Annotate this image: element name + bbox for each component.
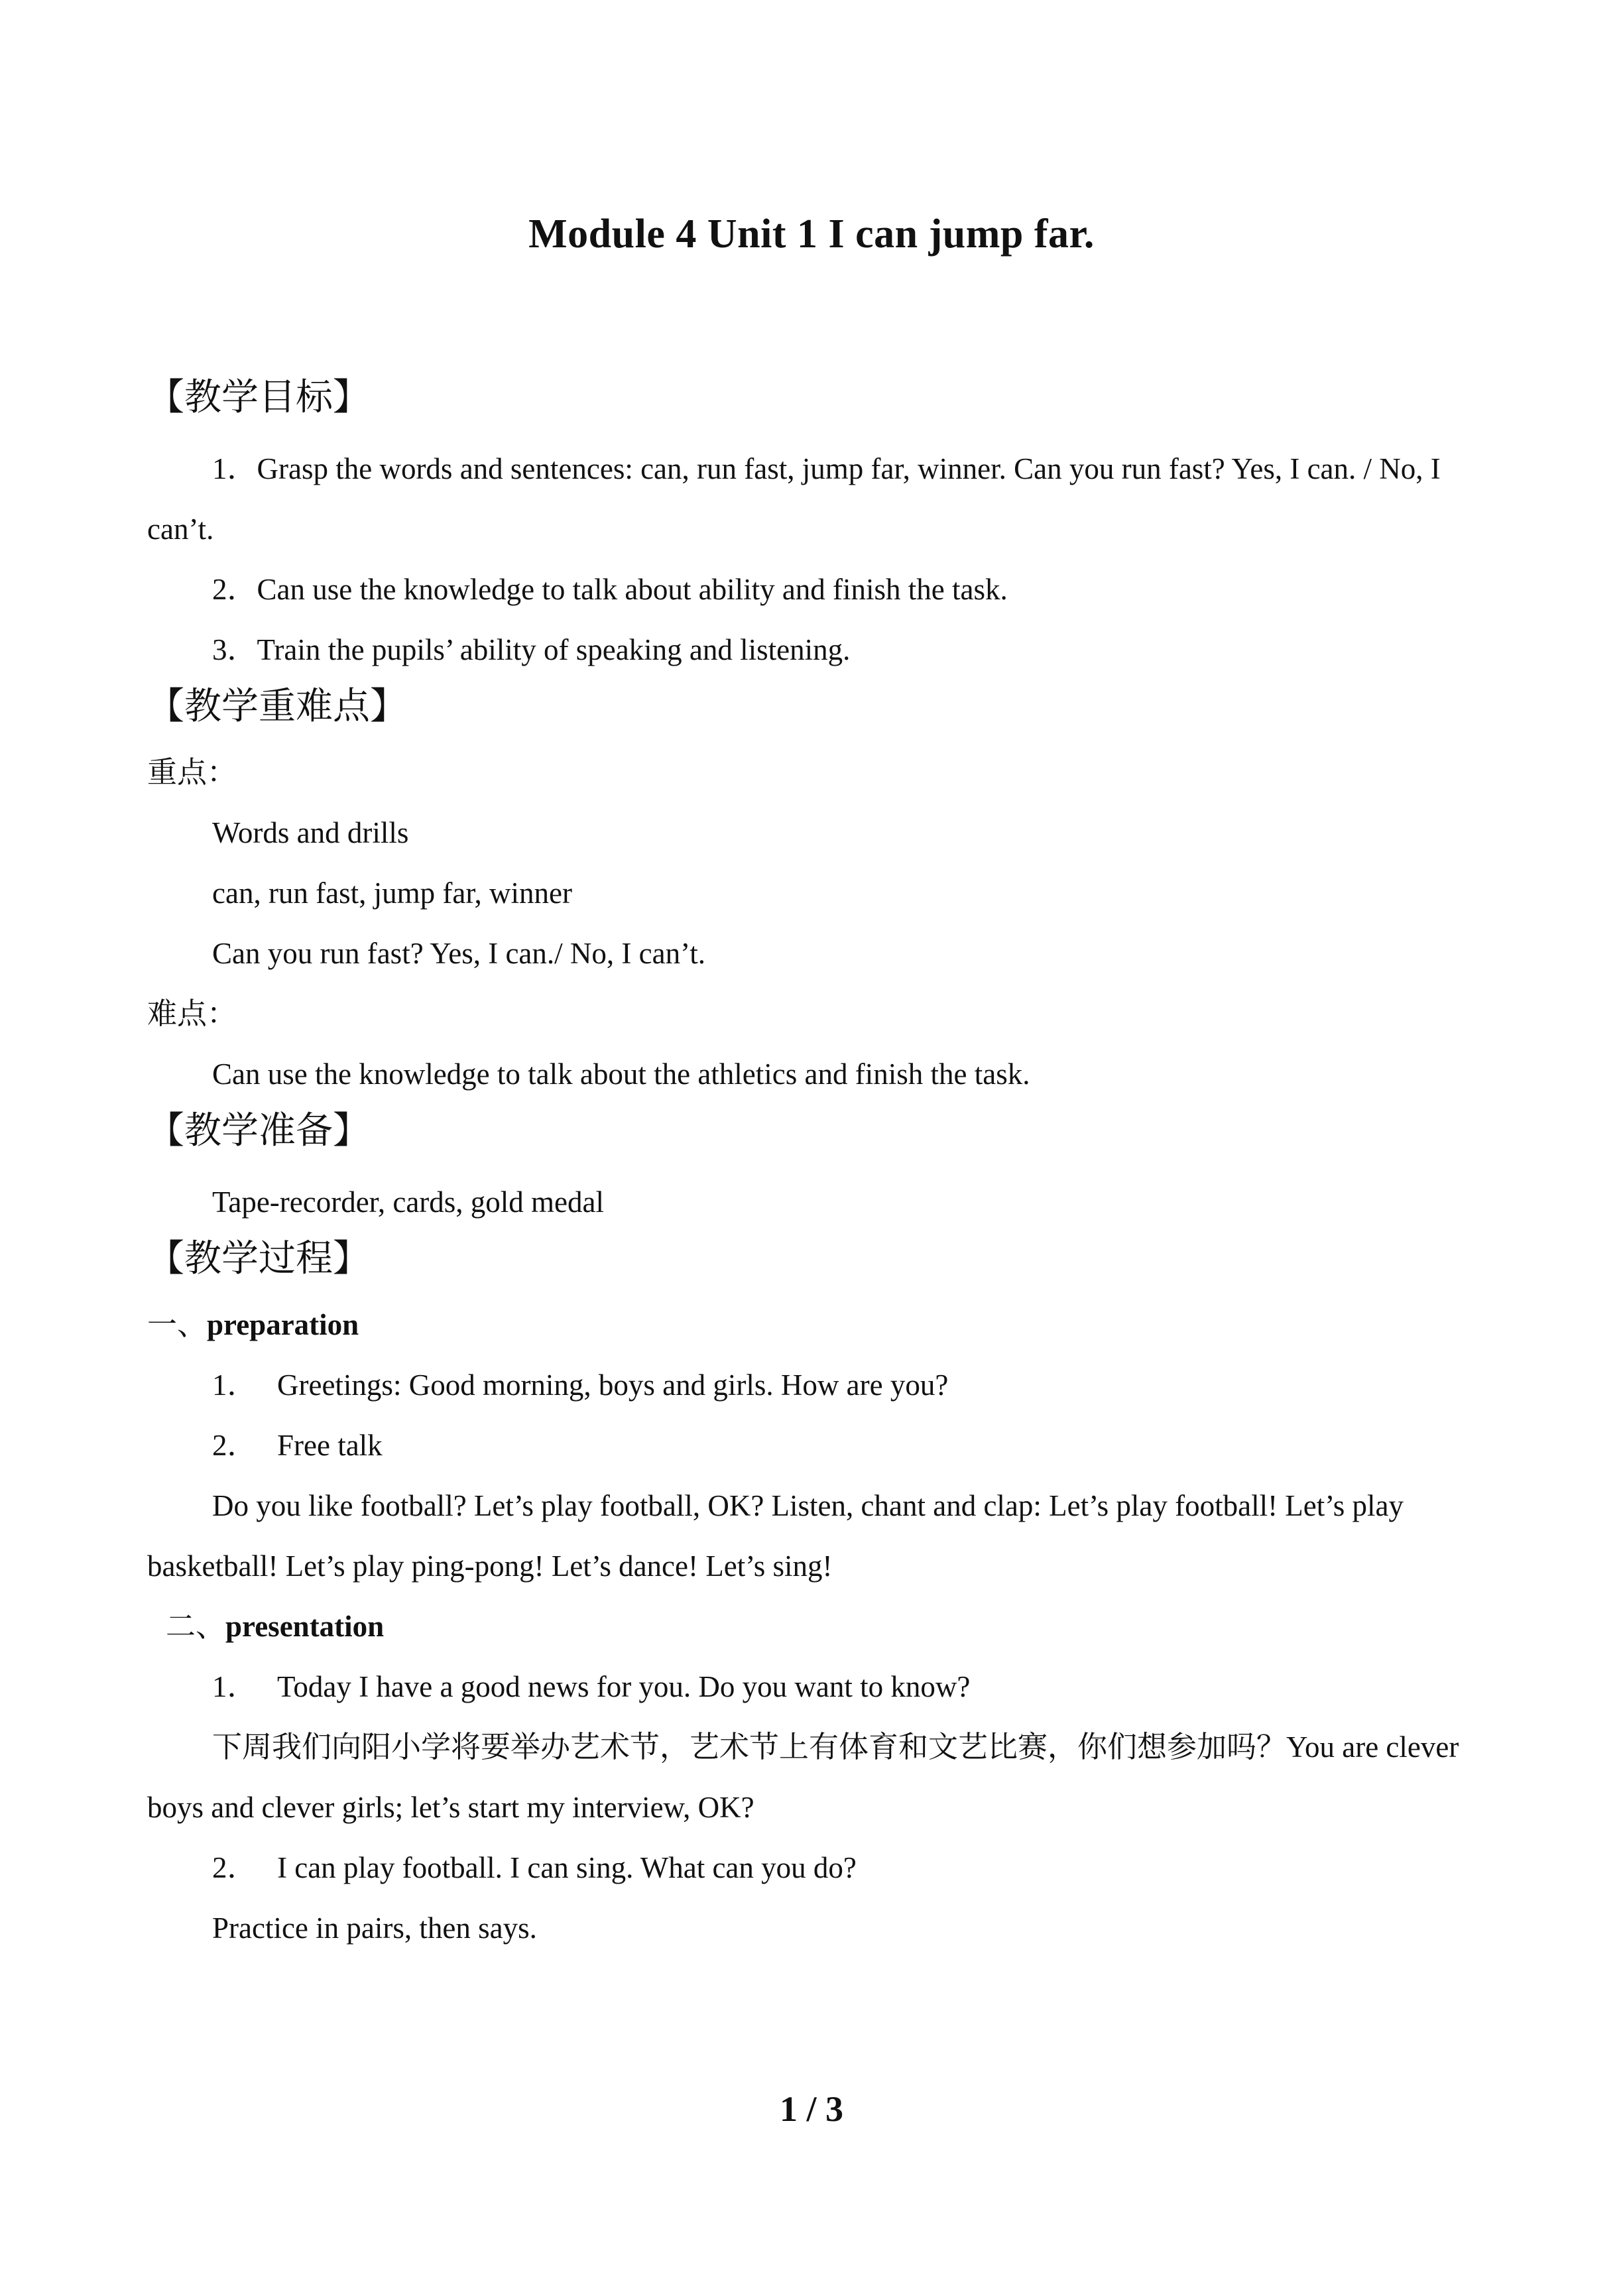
difficult-points-label: 难点： xyxy=(147,997,237,1030)
objective-item: 1．Grasp the words and sentences: can, run fast, jump far, winner. Can you run fast? Yes, I can. / No, I can’t. xyxy=(147,452,1441,546)
process-step xyxy=(147,1355,1480,1416)
section-objectives xyxy=(147,371,1480,680)
step-text: Today I have a good news for you. Do you want to know? xyxy=(277,1670,971,1703)
part-prefix: 一、 xyxy=(147,1308,208,1341)
step-number: 1． xyxy=(212,1670,257,1703)
process-step xyxy=(147,1416,1480,1476)
difficult-point-line: Can use the knowledge to talk about the athletics and finish the task. xyxy=(212,1057,1030,1091)
step-text: I can play football. I can sing. What can you do? xyxy=(277,1851,857,1884)
section-heading-key-points: 【教学重难点】 xyxy=(147,686,407,727)
part-prefix: 二、 xyxy=(166,1610,226,1643)
process-part-preparation xyxy=(147,1295,1480,1355)
section-key-points xyxy=(147,680,1480,1105)
section-heading-materials: 【教学准备】 xyxy=(147,1111,370,1152)
key-point-line: Words and drills xyxy=(212,816,409,849)
key-point-line: can, run fast, jump far, winner xyxy=(212,876,573,910)
step-text: Greetings: Good morning, boys and girls. How are you? xyxy=(277,1368,949,1402)
step-number: 2． xyxy=(212,1851,257,1884)
step-number: 1． xyxy=(212,1368,257,1402)
step-number: 2． xyxy=(212,1429,257,1462)
process-step xyxy=(147,1657,1480,1717)
process-paragraph: Do you like football? Let’s play football, OK? Listen, chant and clap: Let’s play football! Let’s play basketball! Let’s play ping-pong! Let’s dance! Let’s sing! xyxy=(147,1489,1404,1583)
objective-item: 2．Can use the knowledge to talk about ability and finish the task. xyxy=(212,573,1008,606)
process-paragraph: Practice in pairs, then says. xyxy=(212,1911,537,1945)
section-heading-process: 【教学过程】 xyxy=(147,1239,370,1280)
page-title: Module 4 Unit 1 I can jump far. xyxy=(528,211,1095,257)
process-step xyxy=(147,1838,1480,1898)
section-process xyxy=(147,1233,1480,1959)
document-body xyxy=(147,371,1480,1959)
section-materials xyxy=(147,1105,1480,1233)
key-point-line: Can you run fast? Yes, I can./ No, I can’t. xyxy=(212,937,706,970)
page-number: 1 / 3 xyxy=(779,2089,843,2129)
process-part-presentation xyxy=(147,1597,1480,1657)
part-label: presentation xyxy=(225,1610,385,1643)
part-label: preparation xyxy=(207,1308,359,1341)
process-paragraph: 下周我们向阳小学将要举办艺术节，艺术节上有体育和文艺比赛，你们想参加吗？You are clever boys and clever girls; let’s start my interview, OK? xyxy=(147,1730,1459,1824)
materials-line: Tape-recorder, cards, gold medal xyxy=(212,1185,604,1219)
key-points-label: 重点： xyxy=(147,756,237,789)
objective-item: 3．Train the pupils’ ability of speaking and listening. xyxy=(212,633,851,666)
step-text: Free talk xyxy=(277,1429,383,1462)
section-heading-objectives: 【教学目标】 xyxy=(147,377,370,418)
